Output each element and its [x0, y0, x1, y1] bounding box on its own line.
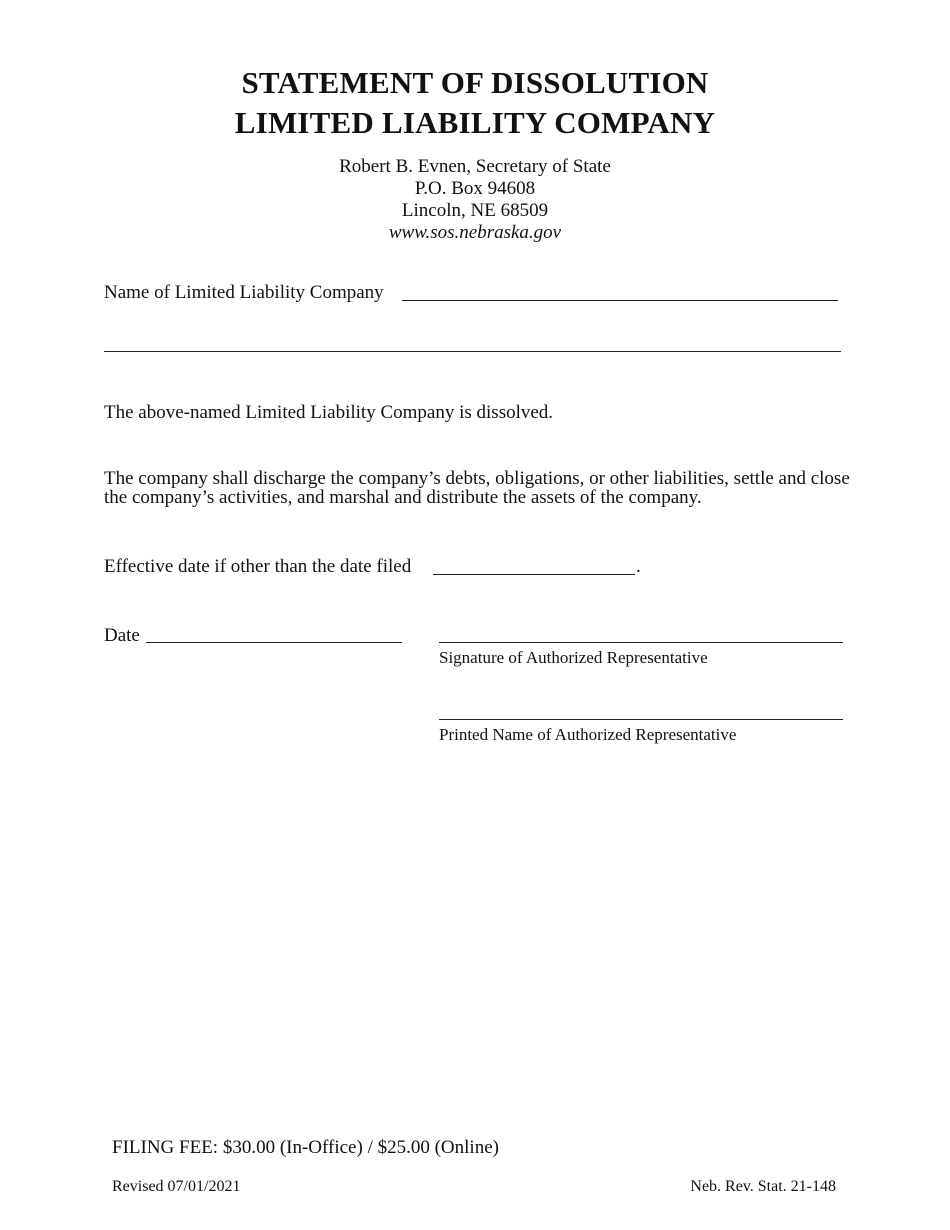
filing-fee: FILING FEE: $30.00 (In-Office) / $25.00 (Online) [112, 1137, 499, 1158]
company-name-field[interactable] [402, 300, 838, 301]
form-title-line1: STATEMENT OF DISSOLUTION [241, 65, 709, 100]
date-label: Date [104, 625, 140, 646]
company-name-label: Name of Limited Liability Company [104, 282, 384, 303]
secretary-of-state-name: Robert B. Evnen, Secretary of State [339, 156, 611, 177]
signature-field[interactable] [439, 642, 843, 643]
signature-caption: Signature of Authorized Representative [439, 648, 708, 667]
date-field[interactable] [146, 642, 402, 643]
revision-date: Revised 07/01/2021 [112, 1178, 241, 1195]
statute-reference: Neb. Rev. Stat. 21-148 [690, 1178, 836, 1195]
website-link[interactable]: www.sos.nebraska.gov [388, 222, 562, 243]
effective-date-period: . [636, 556, 641, 577]
printed-name-field[interactable] [439, 719, 843, 720]
discharge-statement: The company shall discharge the company’s debts, obligations, or other liabilities, settle and close the company’s activities, and marshal and distribute the assets of the company. [104, 468, 850, 508]
effective-date-field[interactable] [433, 574, 635, 575]
dissolved-statement: The above-named Limited Liability Company is dissolved. [104, 402, 554, 423]
po-box: P.O. Box 94608 [414, 178, 536, 199]
form-title-line2: LIMITED LIABILITY COMPANY [234, 105, 716, 140]
city-state-zip: Lincoln, NE 68509 [401, 200, 549, 221]
company-name-field-continued[interactable] [104, 351, 841, 352]
effective-date-label: Effective date if other than the date filed [104, 556, 412, 577]
printed-name-caption: Printed Name of Authorized Representative [439, 725, 737, 744]
